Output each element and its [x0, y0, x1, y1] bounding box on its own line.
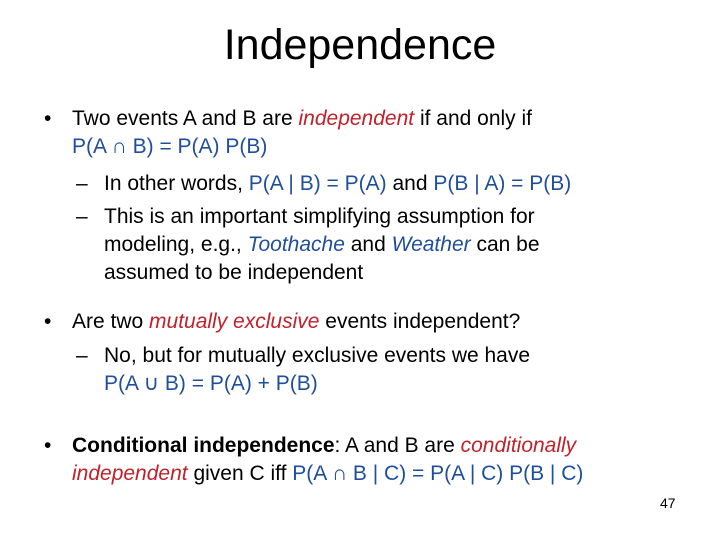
bullet-marker: •: [44, 434, 52, 457]
text: In other words,: [104, 172, 249, 195]
dash-marker: –: [76, 172, 88, 195]
text: and: [386, 172, 434, 195]
text: events independent?: [319, 310, 521, 333]
bullet1-sub2-line3: assumed to be independent: [104, 261, 364, 284]
text: Are two: [72, 310, 150, 333]
text: and: [344, 233, 392, 256]
bullet3-line2: [72, 460, 583, 488]
emphasis-mutually-exclusive: mutually exclusive: [149, 310, 320, 333]
bullet1-sub2-line2: [104, 231, 540, 259]
term-weather: Weather: [391, 233, 471, 256]
emphasis-independent: independent: [298, 107, 415, 130]
bullet3-line1: [72, 432, 576, 460]
bullet1-sub2-line1: This is an important simplifying assumption for: [104, 205, 535, 228]
bullet-marker: •: [44, 107, 52, 130]
formula: P(B | A) = P(B): [433, 172, 572, 195]
formula: P(A ∩ B | C) = P(A | C) P(B | C): [292, 462, 584, 485]
page-number: 47: [660, 495, 676, 511]
bullet1-line1: [72, 105, 532, 133]
term-toothache: Toothache: [247, 233, 345, 256]
text: can be: [470, 233, 540, 256]
bullet2-sub1-line1: No, but for mutually exclusive events we have: [104, 344, 531, 367]
text: modeling, e.g.,: [104, 233, 248, 256]
bullet2-formula: P(A ∪ B) = P(A) + P(B): [104, 372, 318, 395]
dash-marker: –: [76, 344, 88, 367]
slide-title: Independence: [223, 21, 497, 69]
text: if and only if: [414, 107, 533, 130]
emphasis-conditionally: conditionally: [460, 434, 577, 457]
text: given C iff: [187, 462, 293, 485]
emphasis-independent: independent: [72, 462, 188, 485]
term-conditional-independence: Conditional independence: [72, 434, 335, 457]
bullet1-sub1: [104, 170, 571, 198]
formula: P(A | B) = P(A): [248, 172, 387, 195]
bullet1-formula: P(A ∩ B) = P(A) P(B): [72, 135, 268, 158]
text: : A and B are: [334, 434, 461, 457]
bullet-marker: •: [44, 310, 52, 333]
dash-marker: –: [76, 205, 88, 228]
bullet2-line1: [72, 308, 520, 336]
text: Two events A and B are: [72, 107, 299, 130]
